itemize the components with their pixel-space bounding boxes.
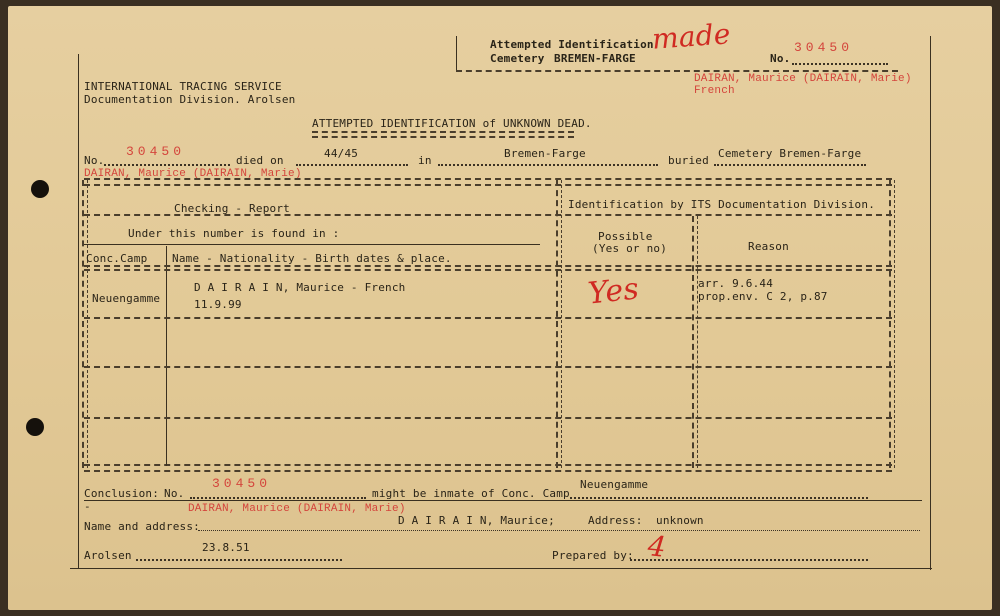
row-sep-under (84, 244, 540, 245)
row1-birth: 11.9.99 (194, 298, 242, 311)
table-divider-camp (166, 246, 167, 466)
punch-hole-bottom (26, 418, 44, 436)
header-no-dots (792, 63, 888, 65)
table-right (889, 180, 895, 468)
header-no-label: No. (770, 52, 791, 65)
prepared-value: 4 (646, 529, 668, 564)
name-column-heading: Name - Nationality - Birth dates & place. (172, 252, 452, 265)
conclusion-camp-value: Neuengamme (580, 478, 649, 491)
address-label: Address: (588, 514, 643, 527)
cemetery-label: Cemetery (490, 52, 545, 65)
row-sep-3 (84, 317, 892, 320)
top-right-nationality: French (694, 85, 735, 97)
title-underline (312, 131, 574, 138)
buried-value: Cemetery Bremen-Farge (718, 147, 862, 160)
row1-reason-envelope: prop.env. C 2, p.87 (698, 290, 828, 303)
died-dots (296, 164, 408, 166)
punch-hole-top (31, 180, 49, 198)
header-box-left (456, 36, 457, 72)
frame-bottom (70, 568, 932, 569)
conclusion-no-value: 30450 (212, 476, 272, 491)
camp-column-heading: Conc.Camp (86, 252, 148, 265)
place-dots (136, 559, 342, 561)
table-left (82, 180, 88, 468)
frame-right (930, 36, 931, 570)
prepared-dots (630, 559, 868, 561)
conclusion-rule (84, 500, 922, 501)
conclusion-no-label: No. (164, 487, 185, 500)
row1-reason-arrival: arr. 9.6.44 (698, 277, 774, 290)
address-value: unknown (656, 514, 704, 527)
index-card (8, 6, 992, 610)
reason-heading: Reason (748, 240, 789, 253)
conclusion-no-dots (190, 497, 366, 499)
top-right-name: DAIRAN, Maurice (DAIRAIN, Marie) (694, 73, 912, 85)
buried-label: buried (668, 154, 709, 167)
row-sep-4 (84, 366, 892, 369)
checking-report-heading: Checking - Report (174, 202, 290, 215)
made-handwritten: made (650, 17, 732, 56)
org-line1: INTERNATIONAL TRACING SERVICE (84, 80, 282, 93)
buried-dots (714, 164, 866, 166)
table-top (84, 178, 892, 186)
name-address-dots (198, 530, 920, 531)
row-sep-5 (84, 417, 892, 420)
record-name-value: DAIRAN, Maurice (DAIRAIN, Marie) (84, 168, 302, 180)
died-label: died on (236, 154, 284, 167)
table-divider-main (556, 180, 562, 468)
name-address-label: Name and address: (84, 520, 200, 533)
attempted-label: Attempted Identification (490, 38, 654, 51)
frame-left (78, 54, 79, 568)
table-bottom (84, 464, 892, 472)
prepared-label: Prepared by: (552, 549, 634, 562)
org-line2: Documentation Division. Arolsen (84, 93, 296, 106)
died-value: 44/45 (324, 147, 359, 160)
in-value: Bremen-Farge (504, 147, 586, 160)
inmate-text: might be inmate of Conc. Camp (372, 487, 570, 500)
record-no-value: 30450 (126, 144, 186, 159)
under-number-heading: Under this number is found in : (128, 227, 340, 240)
row1-camp: Neuengamme (92, 292, 161, 305)
record-no-label: No. (84, 154, 105, 167)
cemetery-value: BREMEN-FARGE (554, 52, 636, 65)
place-label: Arolsen (84, 549, 132, 562)
in-dots (438, 164, 658, 166)
possible-subheading: (Yes or no) (592, 242, 668, 255)
date-value: 23.8.51 (202, 541, 250, 554)
identification-heading: Identification by ITS Documentation Division. (568, 198, 876, 211)
row1-name: D A I R A I N, Maurice - French (194, 281, 406, 294)
row-sep-2 (84, 265, 892, 271)
conclusion-camp-dots (570, 497, 868, 499)
conclusion-alias: DAIRAN, Maurice (DAIRAIN, Marie) (188, 503, 406, 515)
row1-possible: Yes (586, 271, 641, 312)
in-label: in (418, 154, 432, 167)
table-divider-possible (692, 216, 698, 468)
conclusion-label: Conclusion: (84, 487, 160, 500)
conclusion-name-value: D A I R A I N, Maurice; (398, 514, 555, 527)
possible-heading: Possible (598, 230, 653, 243)
record-no-dots (104, 164, 230, 166)
header-no-value: 30450 (794, 40, 854, 55)
doc-title: ATTEMPTED IDENTIFICATION of UNKNOWN DEAD. (312, 117, 592, 130)
conclusion-dash: - (84, 500, 91, 513)
